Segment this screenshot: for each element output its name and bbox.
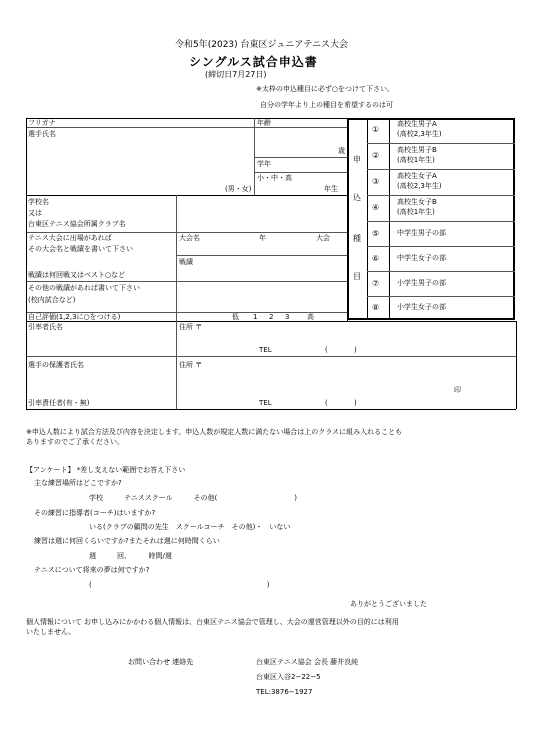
survey-q2-options[interactable]: いる(クラブの顧問の先生 スクールコーチ その他)・ いない — [89, 523, 291, 531]
events-label-1: 申 — [353, 155, 361, 164]
leader-address-label: 住所 〒 — [179, 323, 203, 331]
leader-tel-label: TEL — [259, 346, 272, 354]
self-eval-high: 高 — [307, 313, 314, 321]
event-1-num[interactable]: ① — [372, 125, 380, 134]
self-eval-3[interactable]: 3 — [285, 313, 290, 321]
age-unit: 歳 — [338, 147, 345, 155]
other-results-label-1: その他の戦績があれば書いて下さい — [28, 284, 140, 292]
grade-label: 学年 — [257, 160, 271, 168]
instruction-note-2: 自分の学年より上の種目を希望するのは可 — [260, 101, 393, 109]
gender-options[interactable]: (男・女) — [225, 185, 252, 193]
tournament-label: 大会 — [316, 234, 330, 242]
event-2-num[interactable]: ② — [372, 151, 380, 160]
event-1-label: 高校生男子A — [397, 120, 437, 128]
survey-q3: 練習は週に何回くらいですか?またそれは週に何時間くらい — [34, 537, 220, 545]
thanks-message: ありがとうございました — [350, 600, 427, 608]
tournament-name-label: 大会名 — [179, 234, 200, 242]
event-8-num[interactable]: ⑧ — [372, 303, 380, 312]
event-6-label: 中学生女子の部 — [397, 254, 446, 262]
survey-q1: 主な練習場所はどこですか? — [34, 479, 122, 487]
school-level-options[interactable]: 小・中・高 — [257, 174, 292, 182]
event-5-label: 中学生男子の部 — [397, 229, 446, 237]
event-4-num[interactable]: ④ — [372, 203, 380, 212]
self-eval-2[interactable]: 2 — [269, 313, 274, 321]
contact-tel: TEL:3876−1927 — [256, 688, 313, 696]
instruction-note: ※太枠の申込種目に必ず○をつけて下さい。 — [256, 85, 394, 93]
event-3-sub: (高校2,3年生) — [397, 182, 442, 190]
event-6-num[interactable]: ⑥ — [372, 254, 380, 263]
seal-mark: 印 — [454, 386, 461, 394]
survey-q1-options[interactable]: 学校 テニススクール その他( ) — [89, 494, 298, 502]
other-results-label-2: (校内試合など) — [28, 296, 76, 304]
events-label-2: 込 — [353, 193, 361, 202]
player-name-field[interactable] — [27, 128, 253, 194]
leader-tel-open: ( — [325, 346, 328, 354]
past-label-1: テニス大会に出場があれば — [28, 234, 112, 242]
responsible-label[interactable]: 引率責任者(有・無) — [28, 399, 90, 407]
self-eval-label: 自己評価(1,2,3に○をつける) — [28, 313, 121, 321]
survey-q4-answer[interactable]: ( ) — [89, 581, 270, 589]
event-8-label: 小学生女子の部 — [397, 303, 446, 311]
event-3-label: 高校生女子A — [397, 172, 437, 180]
survey-q3-options[interactable]: 週 回、 時間/週 — [89, 552, 172, 560]
past-label-2: その大会名と戦績を書いて下さい — [28, 245, 133, 253]
player-name-label: 選手氏名 — [28, 130, 56, 138]
survey-header: 【アンケート】 *差し支えない範囲でお答え下さい — [26, 466, 186, 474]
notice-line-2: ありますのでご了承ください。 — [26, 438, 124, 446]
year-label: 年 — [259, 234, 266, 242]
contact-label: お問い合わせ 連絡先 — [128, 658, 194, 666]
privacy-line-1: 個人情報について お申し込みにかかわる個人情報は、台東区テニス協会で管理し、大会の運営管理以外の目的には利用 — [26, 618, 399, 626]
school-label-3: 台東区テニス協会所属クラブ名 — [28, 220, 126, 228]
furigana-label: フリガナ — [28, 119, 56, 127]
guardian-tel-open: ( — [325, 399, 328, 407]
grade-unit: 年生 — [324, 185, 338, 193]
self-eval-1[interactable]: 1 — [253, 313, 258, 321]
guardian-tel-label: TEL — [259, 399, 272, 407]
privacy-line-2: いたしません。 — [26, 628, 76, 636]
notice-line-1: ※申込人数により試合方法及び内容を決定します。申込人数が規定人数に満たない場合は上のクラスに組み入れることも — [26, 428, 403, 436]
leader-tel-close: ) — [354, 346, 357, 354]
event-7-num[interactable]: ⑦ — [372, 279, 380, 288]
event-5-num[interactable]: ⑤ — [372, 229, 380, 238]
events-label-4: 目 — [353, 272, 361, 281]
page-title: シングルス試合申込書 — [189, 55, 318, 69]
results-note: 戦績は何回戦又はベスト○など — [28, 271, 126, 279]
events-label-3: 種 — [353, 234, 361, 243]
contact-address: 台東区入谷2−22−5 — [256, 673, 321, 681]
event-4-label: 高校生女子B — [397, 198, 437, 206]
event-1-sub: (高校2,3年生) — [397, 130, 442, 138]
results-label: 戦績 — [179, 258, 193, 266]
event-3-num[interactable]: ③ — [372, 177, 380, 186]
survey-q4: テニスについて将来の夢は何ですか? — [34, 566, 150, 574]
event-7-label: 小学生男子の部 — [397, 279, 446, 287]
page-supertitle: 令和5年(2023) 台東区ジュニアテニス大会 — [175, 40, 348, 50]
guardian-tel-close: ) — [354, 399, 357, 407]
school-label-2: 又は — [28, 209, 42, 217]
school-label-1: 学校名 — [28, 198, 49, 206]
survey-q2: その練習に指導者(コーチ)はいますか? — [34, 509, 156, 517]
guardian-label: 選手の保護者氏名 — [28, 361, 84, 369]
event-2-label: 高校生男子B — [397, 146, 437, 154]
event-4-sub: (高校1年生) — [397, 208, 435, 216]
contact-org: 台東区テニス協会 会長 藤井良純 — [256, 658, 359, 666]
self-eval-low: 低 — [232, 313, 239, 321]
leader-label: 引率者氏名 — [28, 323, 63, 331]
age-label: 年齢 — [257, 119, 271, 127]
guardian-address-label: 住所 〒 — [179, 361, 203, 369]
deadline: (締切日7月27日) — [205, 70, 267, 79]
event-2-sub: (高校1年生) — [397, 156, 435, 164]
